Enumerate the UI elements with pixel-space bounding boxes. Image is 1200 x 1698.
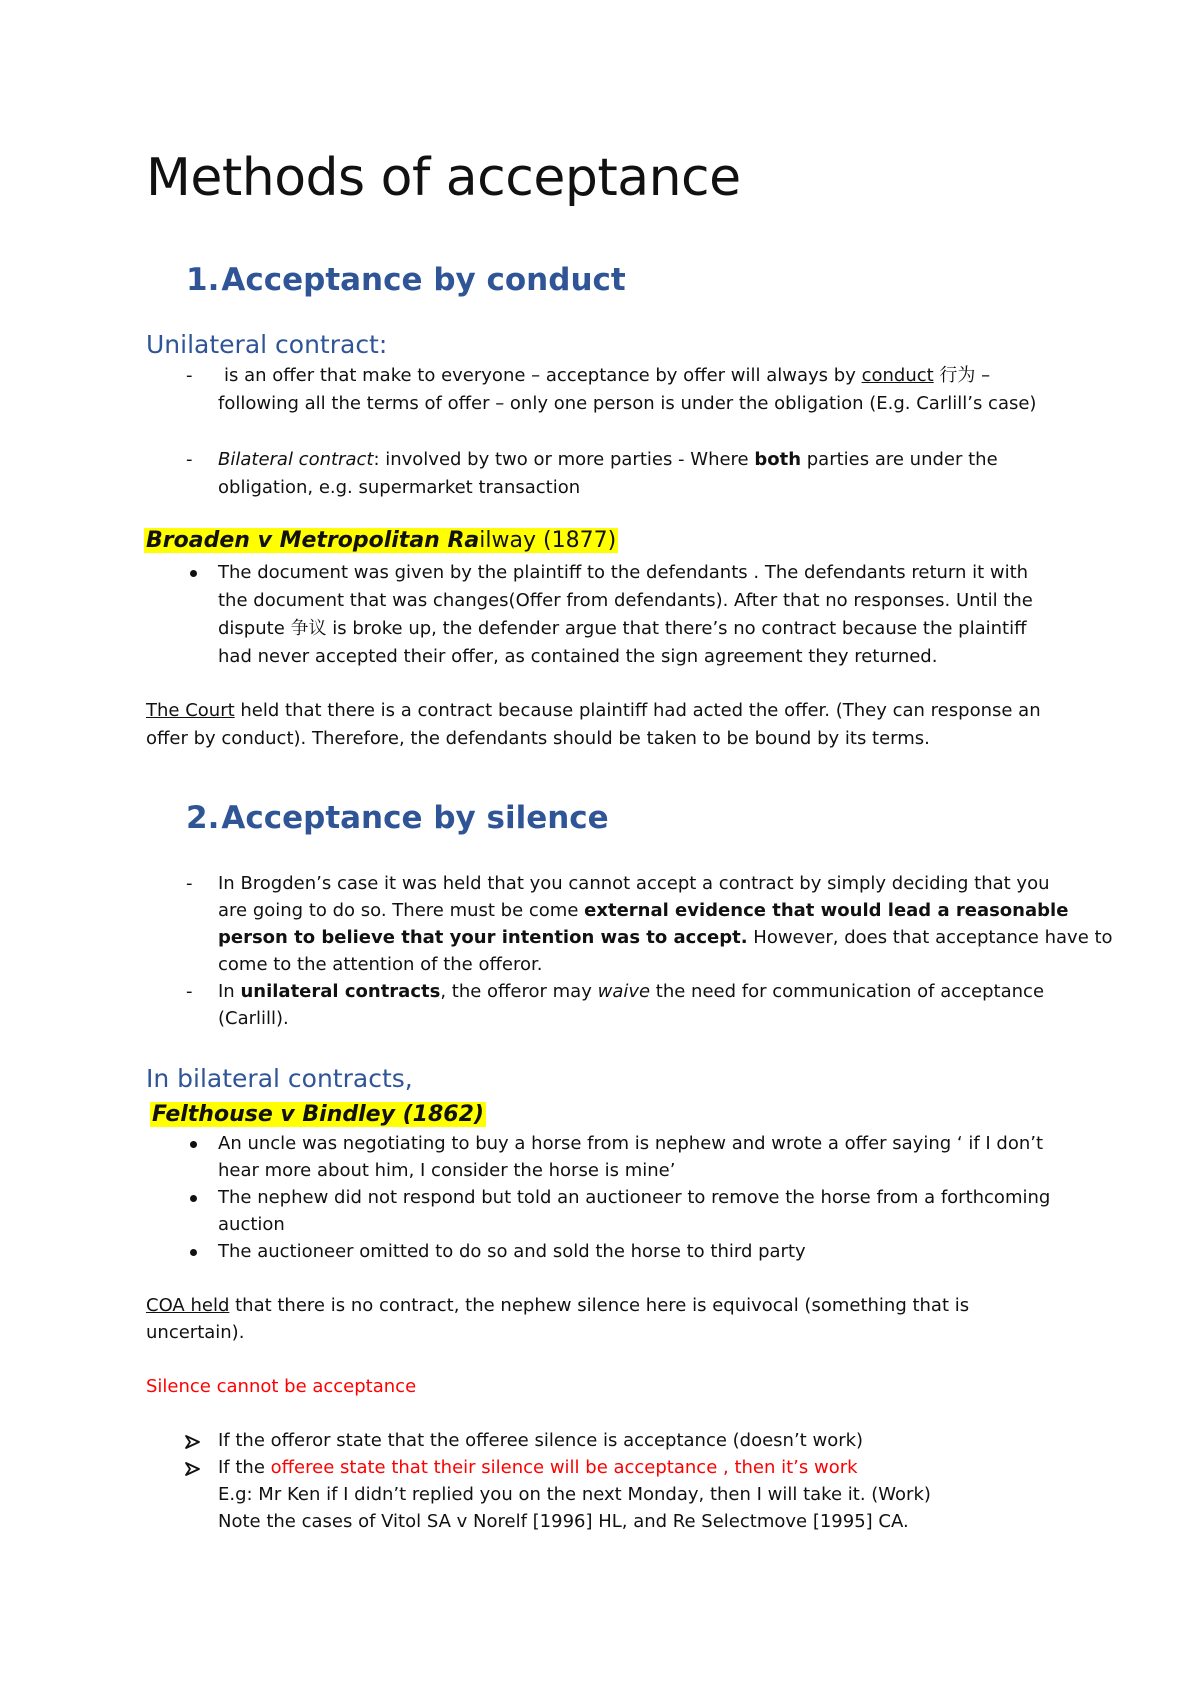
bilateral-italic: Bilateral contract [218, 449, 374, 470]
text-span: However, does that acceptance have to [747, 927, 1113, 948]
silence-line-4: come to the attention of the offeror. [218, 954, 543, 975]
section-1-number: 1. [186, 262, 220, 298]
coa-line-1 [146, 1292, 969, 1320]
brogden-bullet-line-1: The document was given by the plaintiff to the defendants . The defendants return it with [218, 562, 1029, 583]
unilateral-line-1 [224, 362, 990, 390]
conduct-word: conduct [861, 365, 934, 386]
section-1-heading [186, 262, 626, 298]
arrow-bullet-icon [184, 1434, 202, 1450]
dash-bullet-icon: - [186, 365, 193, 386]
silence-line-3 [218, 924, 1113, 952]
unilateral-subheading: Unilateral contract: [146, 330, 388, 359]
italic-text: waive [597, 981, 651, 1002]
brogden-bullet-line-4: had never accepted their offer, as contained the sign agreement they returned. [218, 646, 938, 667]
bold-text: unilateral contracts [240, 981, 441, 1002]
text-span: 行为 – [933, 365, 991, 386]
felthouse-bullet-1-line-1: An uncle was negotiating to buy a horse from is nephew and wrote a offer saying ‘ if I don’t [218, 1133, 1044, 1154]
text-span: held that there is a contract because plaintiff had acted the offer. (They can response an [234, 700, 1041, 721]
bold-text: person to believe that your intention was to accept. [218, 927, 748, 948]
arrow-item-2-line-3: Note the cases of Vitol SA v Norelf [1996] HL, and Re Selectmove [1995] CA. [218, 1511, 909, 1532]
coa-line-2: uncertain). [146, 1322, 245, 1343]
disc-bullet-icon [190, 1195, 197, 1202]
felthouse-bullet-2-line-2: auction [218, 1214, 285, 1235]
dash-bullet-icon: - [186, 981, 193, 1002]
red-text: offeree state that their silence will be acceptance , then it’s work [270, 1457, 858, 1478]
section-2-heading-text: Acceptance by silence [221, 800, 609, 836]
silence-line-1: In Brogden’s case it was held that you cannot accept a contract by simply deciding that you [218, 873, 1050, 894]
bilateral-line-1 [218, 446, 998, 474]
dash-bullet-icon: - [186, 873, 193, 894]
silence-note-red: Silence cannot be acceptance [146, 1376, 417, 1397]
arrow-item-1: If the offeror state that the offeree silence is acceptance (doesn’t work) [218, 1430, 864, 1451]
text-span: parties are under the [801, 449, 998, 470]
brogden-bullet-line-2: the document that was changes(Offer from defendants). After that no responses. Until the [218, 590, 1033, 611]
bold-text: external evidence that would lead a reasonable [584, 900, 1069, 921]
silence-line-2 [218, 897, 1068, 925]
arrow-item-2-line-2: E.g: Mr Ken if I didn’t replied you on the next Monday, then I will take it. (Work) [218, 1484, 931, 1505]
court-line-1 [146, 697, 1041, 725]
disc-bullet-icon [190, 1249, 197, 1256]
brogden-case-title [144, 528, 618, 553]
waive-line-2: (Carlill). [218, 1008, 289, 1029]
case-title-bold: Broaden v Metropolitan Ra [146, 528, 480, 553]
text-span: are going to do so. There must be come [218, 900, 585, 921]
section-1-heading-text: Acceptance by conduct [221, 262, 626, 298]
felthouse-bullet-1-line-2: hear more about him, I consider the horse is mine’ [218, 1160, 676, 1181]
waive-line-1 [218, 978, 1044, 1006]
text-span: If the [218, 1457, 271, 1478]
arrow-item-2-line-1 [218, 1454, 858, 1482]
text-span: In [218, 981, 241, 1002]
felthouse-bullet-3-line-1: The auctioneer omitted to do so and sold the horse to third party [218, 1241, 806, 1262]
felthouse-bullet-2-line-1: The nephew did not respond but told an auctioneer to remove the horse from a forthcoming [218, 1187, 1051, 1208]
court-underlined: The Court [146, 700, 235, 721]
text-span: that there is no contract, the nephew silence here is equivocal (something that is [229, 1295, 970, 1316]
court-line-2: offer by conduct). Therefore, the defendants should be taken to be bound by its terms. [146, 728, 930, 749]
dash-bullet-icon: - [186, 449, 193, 470]
text-span: : involved by two or more parties - Where [373, 449, 755, 470]
case-title-plain: ilway (1877) [479, 528, 617, 553]
coa-underlined: COA held [146, 1295, 230, 1316]
disc-bullet-icon [190, 1141, 197, 1148]
section-2-number: 2. [186, 800, 220, 836]
brogden-bullet-line-3: dispute 争议 is broke up, the defender argue that there’s no contract because the plaintiff [218, 618, 1027, 639]
arrow-bullet-icon [184, 1461, 202, 1477]
both-word: both [754, 449, 802, 470]
unilateral-line-2: following all the terms of offer – only one person is under the obligation (E.g. Carlill’s case) [218, 393, 1037, 414]
text-span: the need for communication of acceptance [650, 981, 1045, 1002]
felthouse-case-title: Felthouse v Bindley (1862) [152, 1102, 484, 1127]
section-2-heading [186, 800, 609, 836]
text-span: , the offeror may [440, 981, 598, 1002]
disc-bullet-icon [190, 570, 197, 577]
bilateral-line-2: obligation, e.g. supermarket transaction [218, 477, 581, 498]
bilateral-subheading: In bilateral contracts, [146, 1064, 413, 1093]
text-span: is an offer that make to everyone – acceptance by offer will always by [224, 365, 862, 386]
page-title: Methods of acceptance [146, 148, 741, 208]
